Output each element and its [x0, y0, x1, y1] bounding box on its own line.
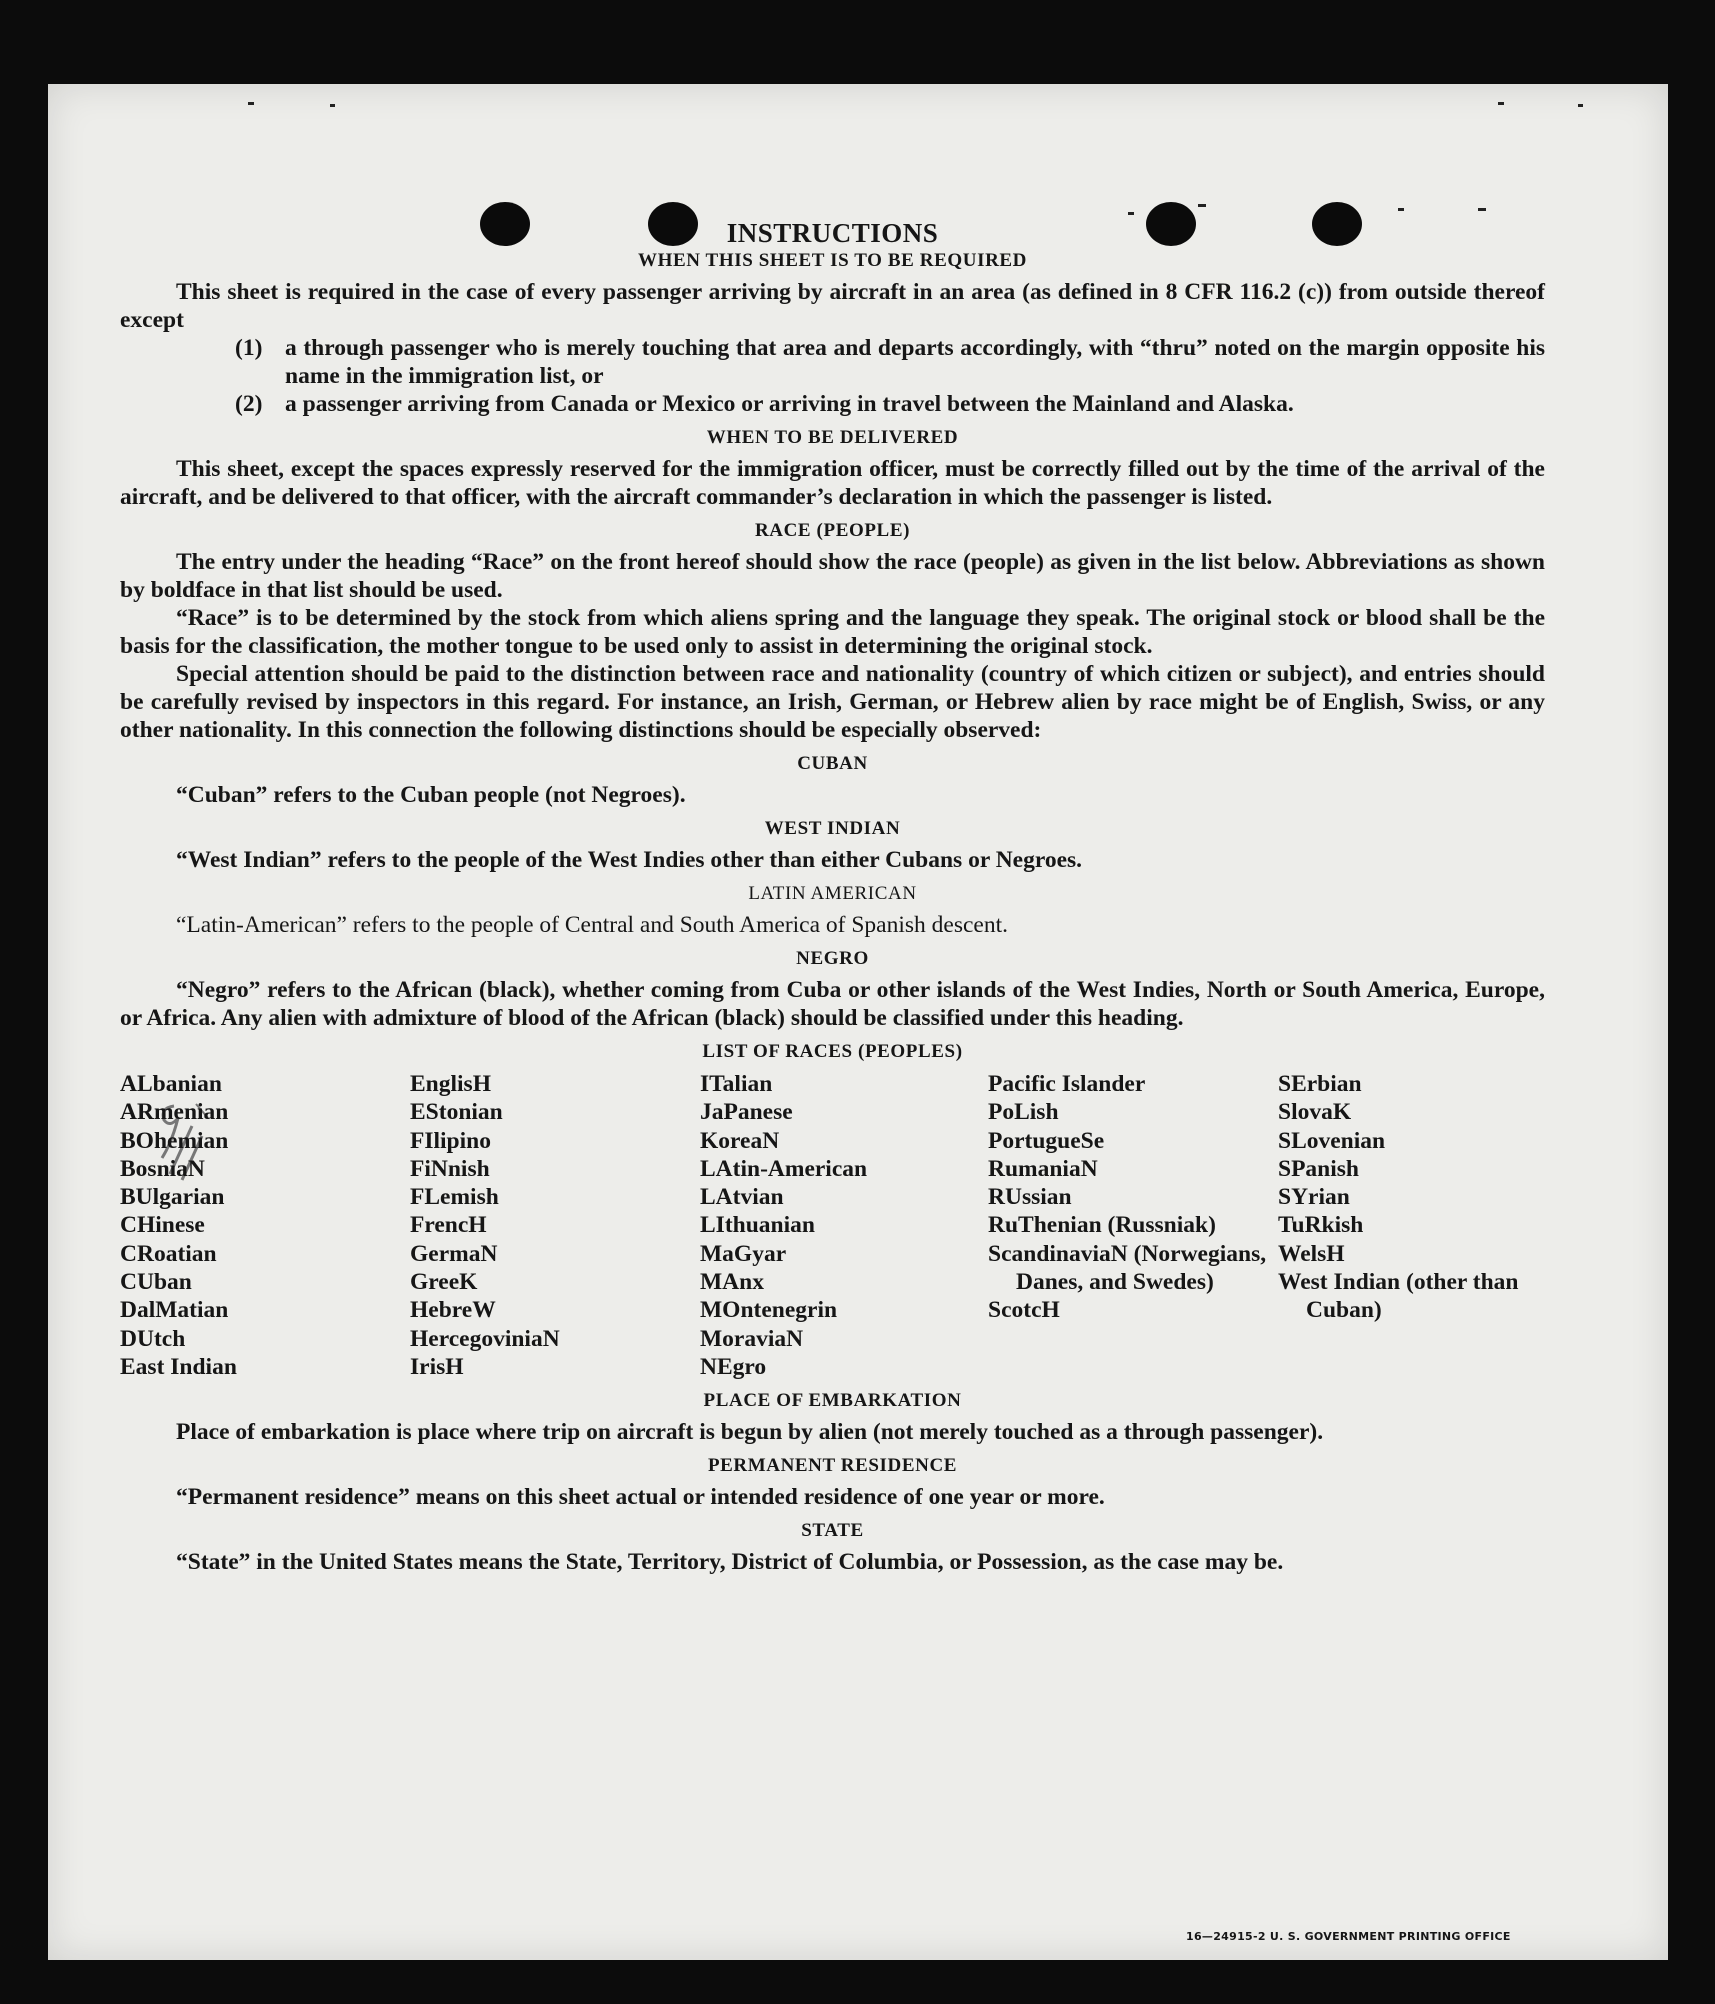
race-item: MoraviaN — [700, 1325, 804, 1352]
race-item: East Indian — [120, 1353, 237, 1380]
exception-item — [235, 390, 1545, 418]
instructions-content — [120, 213, 1545, 1576]
section-heading-latin-american: LATIN AMERICAN — [748, 883, 917, 904]
race-item: KoreaN — [700, 1127, 780, 1154]
race-item: FiNnish — [410, 1155, 490, 1182]
race-item: SlovaK — [1278, 1099, 1352, 1126]
race-item: SPanish — [1278, 1155, 1359, 1182]
section-heading-race: RACE (PEOPLE) — [754, 520, 911, 541]
required-intro: This sheet is required in the case of every passenger arriving by aircraft in an area (as defined in 8 CFR 116.2 (c)) from outside thereof except — [120, 279, 1545, 333]
race-item: LAtin-American — [700, 1155, 868, 1182]
speck — [1498, 102, 1504, 105]
negro-text: “Negro” refers to the African (black), whether coming from Cuba or other islands of the West Indies, North or South America, Europe, or Africa. Any alien with admixture of blood of the African (black) should be classified under this heading. — [120, 977, 1545, 1031]
race-item: LAtvian — [700, 1184, 784, 1211]
race-item: RuThenian (Russniak) — [988, 1212, 1216, 1239]
race-column — [988, 1070, 1278, 1381]
race-item: DalMatian — [120, 1297, 229, 1324]
race-column — [700, 1070, 988, 1381]
state-text: “State” in the United States means the State, Territory, District of Columbia, or Possession, as the case may be. — [176, 1549, 1284, 1576]
race-paragraph-2: “Race” is to be determined by the stock from which aliens spring and the language they speak. The original stock or blood shall be the basis for the classification, the mother tongue to be used only to assist in determining the original stock. — [120, 605, 1545, 659]
race-item: West Indian (other than Cuban) — [1278, 1269, 1519, 1324]
race-item: RUssian — [988, 1184, 1072, 1211]
page-title: INSTRUCTIONS — [726, 218, 939, 248]
race-item: SYrian — [1278, 1184, 1350, 1211]
item-number: (2) — [235, 391, 263, 417]
race-item: NEgro — [700, 1353, 767, 1380]
race-item: SErbian — [1278, 1071, 1362, 1097]
race-item: FIlipino — [410, 1127, 491, 1154]
race-item: RumaniaN — [988, 1155, 1098, 1182]
race-item: HercegoviniaN — [410, 1325, 560, 1352]
race-item: DUtch — [120, 1325, 186, 1352]
race-item: BUlgarian — [120, 1184, 225, 1211]
race-item: LIthuanian — [700, 1212, 815, 1239]
race-item: EStonian — [410, 1099, 503, 1126]
race-item: PortugueSe — [988, 1127, 1105, 1154]
speck — [248, 102, 254, 105]
speck — [1198, 204, 1206, 207]
race-item: WelsH — [1278, 1240, 1345, 1267]
race-item: MAnx — [700, 1269, 764, 1296]
item-number: (1) — [235, 335, 263, 361]
race-item: FLemish — [410, 1184, 499, 1211]
section-heading-negro: NEGRO — [796, 948, 869, 969]
speck — [1478, 208, 1486, 211]
race-item: Pacific Islander — [988, 1071, 1146, 1097]
race-item: GreeK — [410, 1269, 478, 1296]
speck — [330, 104, 335, 107]
section-heading-west-indian: WEST INDIAN — [764, 818, 901, 839]
printing-office-code: 16—24915-2 U. S. GOVERNMENT PRINTING OFFICE — [1186, 1930, 1511, 1943]
race-item: JaPanese — [700, 1099, 793, 1126]
item-text: a through passenger who is merely touching that area and departs accordingly, with “thru” noted on the margin opposite his name in the immigration list, or — [285, 335, 1545, 389]
race-item: CRoatian — [120, 1240, 217, 1267]
race-item: BOhemian — [120, 1127, 229, 1154]
exception-item — [235, 334, 1545, 390]
race-column — [1278, 1070, 1528, 1381]
race-item: ALbanian — [120, 1071, 222, 1097]
race-item: MOntenegrin — [700, 1297, 838, 1324]
section-heading-list-of-races: LIST OF RACES (PEOPLES) — [702, 1041, 963, 1062]
race-item: TuRkish — [1278, 1212, 1364, 1239]
speck — [1578, 104, 1583, 107]
section-heading-state: STATE — [801, 1520, 864, 1542]
race-item: GermaN — [410, 1240, 498, 1267]
residence-text: “Permanent residence” means on this sheet actual or intended residence of one year or more. — [176, 1484, 1105, 1511]
race-item: IrisH — [410, 1353, 464, 1380]
section-heading-required: WHEN THIS SHEET IS TO BE REQUIRED — [637, 250, 1028, 271]
race-list — [120, 1070, 1545, 1381]
race-item: BosniaN — [120, 1155, 205, 1182]
race-item: ARmenian — [120, 1099, 229, 1126]
race-item: MaGyar — [700, 1240, 787, 1267]
section-heading-residence: PERMANENT RESIDENCE — [707, 1455, 958, 1477]
race-item: ITalian — [700, 1071, 773, 1097]
race-column — [120, 1070, 410, 1381]
item-text: a passenger arriving from Canada or Mexico or arriving in travel between the Mainland and Alaska. — [285, 391, 1294, 417]
race-paragraph-1: The entry under the heading “Race” on the front hereof should show the race (people) as given in the list below. Abbreviations as shown by boldface in that list should be used. — [120, 549, 1545, 603]
race-item: HebreW — [410, 1297, 496, 1324]
embarkation-text: Place of embarkation is place where trip on aircraft is begun by alien (not merely touched as a through passenger). — [176, 1419, 1324, 1446]
race-column — [410, 1070, 700, 1381]
west-indian-text: “West Indian” refers to the people of the West Indies other than either Cubans or Negroes. — [176, 847, 1083, 873]
race-item: CUban — [120, 1269, 192, 1296]
section-heading-cuban: CUBAN — [797, 753, 868, 774]
cuban-text: “Cuban” refers to the Cuban people (not Negroes). — [176, 782, 686, 808]
race-item: ScotcH — [988, 1297, 1060, 1324]
delivered-text: This sheet, except the spaces expressly reserved for the immigration officer, must be correctly filled out by the time of the arrival of the aircraft, and be delivered to that officer, with the aircraft commander’s declaration in which the passenger is listed. — [120, 456, 1545, 510]
race-item: EnglisH — [410, 1071, 491, 1097]
speck — [1398, 208, 1404, 211]
race-item: CHinese — [120, 1212, 205, 1239]
latin-american-text: “Latin-American” refers to the people of Central and South America of Spanish descent. — [176, 912, 1009, 938]
section-heading-delivered: WHEN TO BE DELIVERED — [706, 427, 959, 448]
race-item: PoLish — [988, 1099, 1059, 1126]
race-paragraph-3: Special attention should be paid to the distinction between race and nationality (country of which citizen or subject), and entries should be carefully revised by inspectors in this regard. For instance, an Irish, German, or Hebrew alien by race might be of English, Swiss, or any other nationality. In this connection the following distinctions should be especially observed: — [120, 661, 1545, 743]
race-item: SLovenian — [1278, 1127, 1386, 1154]
race-item: FrencH — [410, 1212, 487, 1239]
race-item: ScandinaviaN (Norwegians, Danes, and Swedes) — [988, 1240, 1267, 1296]
section-heading-embarkation: PLACE OF EMBARKATION — [703, 1390, 962, 1412]
